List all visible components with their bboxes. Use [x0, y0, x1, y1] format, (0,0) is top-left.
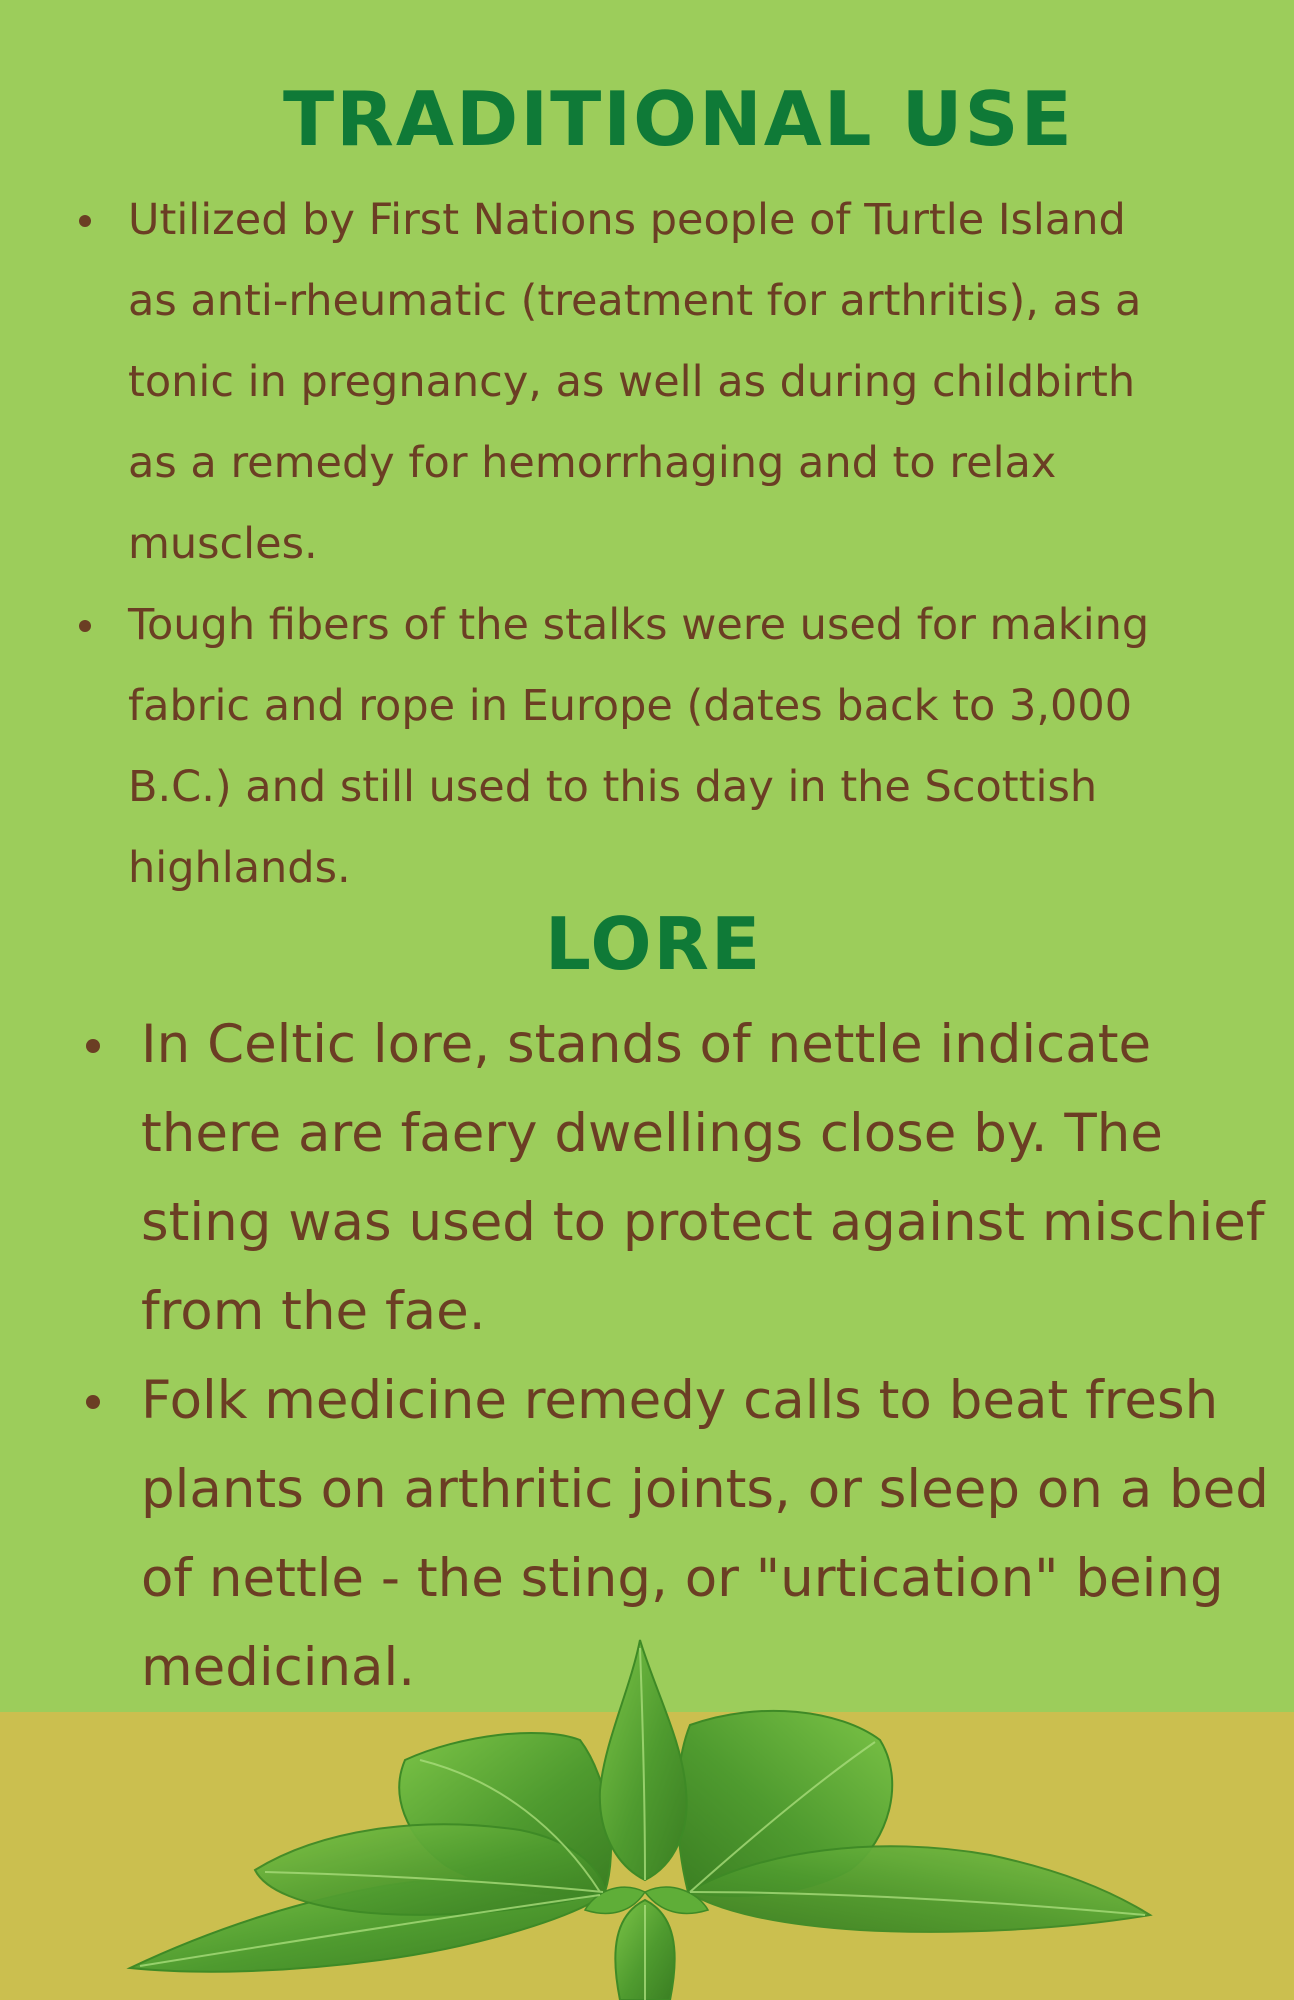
nettle-leaves-icon [0, 1630, 1294, 2000]
traditional-use-heading: TRADITIONAL USE [283, 75, 1074, 163]
traditional-use-list [0, 180, 1294, 909]
text-line: fabric and rope in Europe (dates back to 3,000 [128, 681, 1133, 731]
lore-list [0, 1000, 1294, 1712]
traditional-use-item [0, 585, 1294, 909]
text-line: tonic in pregnancy, as well as during childbirth [128, 357, 1136, 407]
lore-heading: LORE [545, 902, 763, 986]
text-line: Tough fibers of the stalks were used for making [128, 600, 1150, 650]
bullet-dot-icon [79, 215, 91, 227]
text-line: B.C.) and still used to this day in the Scottish [128, 762, 1098, 812]
text-line: In Celtic lore, stands of nettle indicate [141, 1014, 1152, 1075]
text-line: plants on arthritic joints, or sleep on a bed [141, 1459, 1269, 1520]
text-line: as anti-rheumatic (treatment for arthritis), as a [128, 276, 1142, 326]
text-line: from the fae. [141, 1281, 486, 1342]
text-line: Folk medicine remedy calls to beat fresh [141, 1370, 1219, 1431]
text-line: sting was used to protect against mischief [141, 1192, 1265, 1253]
text-line: highlands. [128, 843, 351, 893]
bullet-dot-icon [79, 620, 91, 632]
text-line: there are faery dwellings close by. The [141, 1103, 1163, 1164]
text-line: muscles. [128, 519, 318, 569]
bullet-dot-icon [86, 1039, 100, 1053]
lore-item [0, 1000, 1294, 1356]
text-line: Utilized by First Nations people of Turtle Island [128, 195, 1126, 245]
text-line: medicinal. [141, 1637, 416, 1698]
traditional-use-item [0, 180, 1294, 585]
text-line: as a remedy for hemorrhaging and to relax [128, 438, 1057, 488]
bullet-dot-icon [86, 1395, 100, 1409]
text-line: of nettle - the sting, or "urtication" being [141, 1548, 1224, 1609]
